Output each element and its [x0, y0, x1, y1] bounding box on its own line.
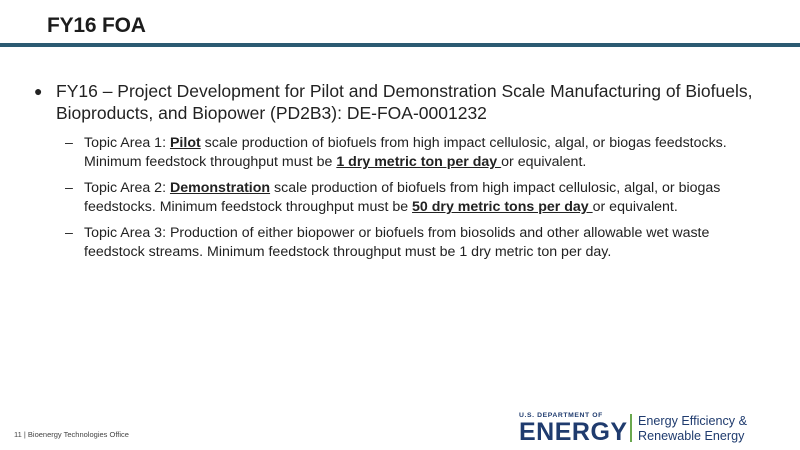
topic-2-throughput: 50 dry metric tons per day — [412, 199, 593, 215]
main-bullet — [34, 80, 774, 124]
topic-1-throughput: 1 dry metric ton per day — [336, 154, 502, 170]
logo-energy-text: ENERGY — [519, 418, 628, 446]
bullet-icon: ● — [34, 83, 43, 99]
dash-icon: – — [65, 180, 73, 196]
title-divider — [0, 43, 800, 47]
topic-1-text: scale production of biofuels from high impact cellulosic, algal, or biogas feedstocks. Minimum feedstock throughput must be — [84, 135, 727, 170]
topic-2-prefix: Topic Area 2: — [84, 180, 170, 196]
dash-icon: – — [65, 225, 73, 241]
logo-eere-line1: Energy Efficiency & — [638, 414, 747, 428]
topic-1-suffix: or equivalent. — [501, 154, 587, 170]
doe-eere-logo — [519, 412, 781, 444]
logo-eere-line2: Renewable Energy — [638, 429, 745, 443]
topic-2-scale: Demonstration — [169, 180, 271, 196]
logo-dept-text: U.S. DEPARTMENT OF — [519, 412, 603, 419]
topic-area-2 — [65, 179, 774, 217]
sub-bullets — [65, 134, 774, 262]
logo-divider — [630, 414, 632, 442]
topic-3-text: Topic Area 3: Production of either biopower or biofuels from biosolids and other allowable wet waste feedstock streams. Minimum feedstock throughput must be 1 dry metric ton per day. — [84, 225, 710, 260]
slide-footer: 11 | Bioenergy Technologies Office — [14, 430, 129, 439]
slide-content — [34, 80, 774, 269]
topic-1-prefix: Topic Area 1: — [84, 135, 170, 151]
slide-title: FY16 FOA — [47, 14, 146, 37]
topic-2-suffix: or equivalent. — [592, 199, 678, 215]
topic-area-3 — [65, 224, 774, 262]
topic-2-text: scale production of biofuels from high impact cellulosic, algal, or biogas feedstocks. Minimum feedstock throughput must be — [84, 180, 721, 215]
topic-1-scale: Pilot — [169, 135, 201, 151]
main-bullet-text: FY16 – Project Development for Pilot and Demonstration Scale Manufacturing of Biofuels, Bioproducts, and Biopower (PD2B3): DE-FOA-0001232 — [56, 81, 753, 123]
dash-icon: – — [65, 135, 73, 151]
topic-area-1 — [65, 134, 774, 172]
